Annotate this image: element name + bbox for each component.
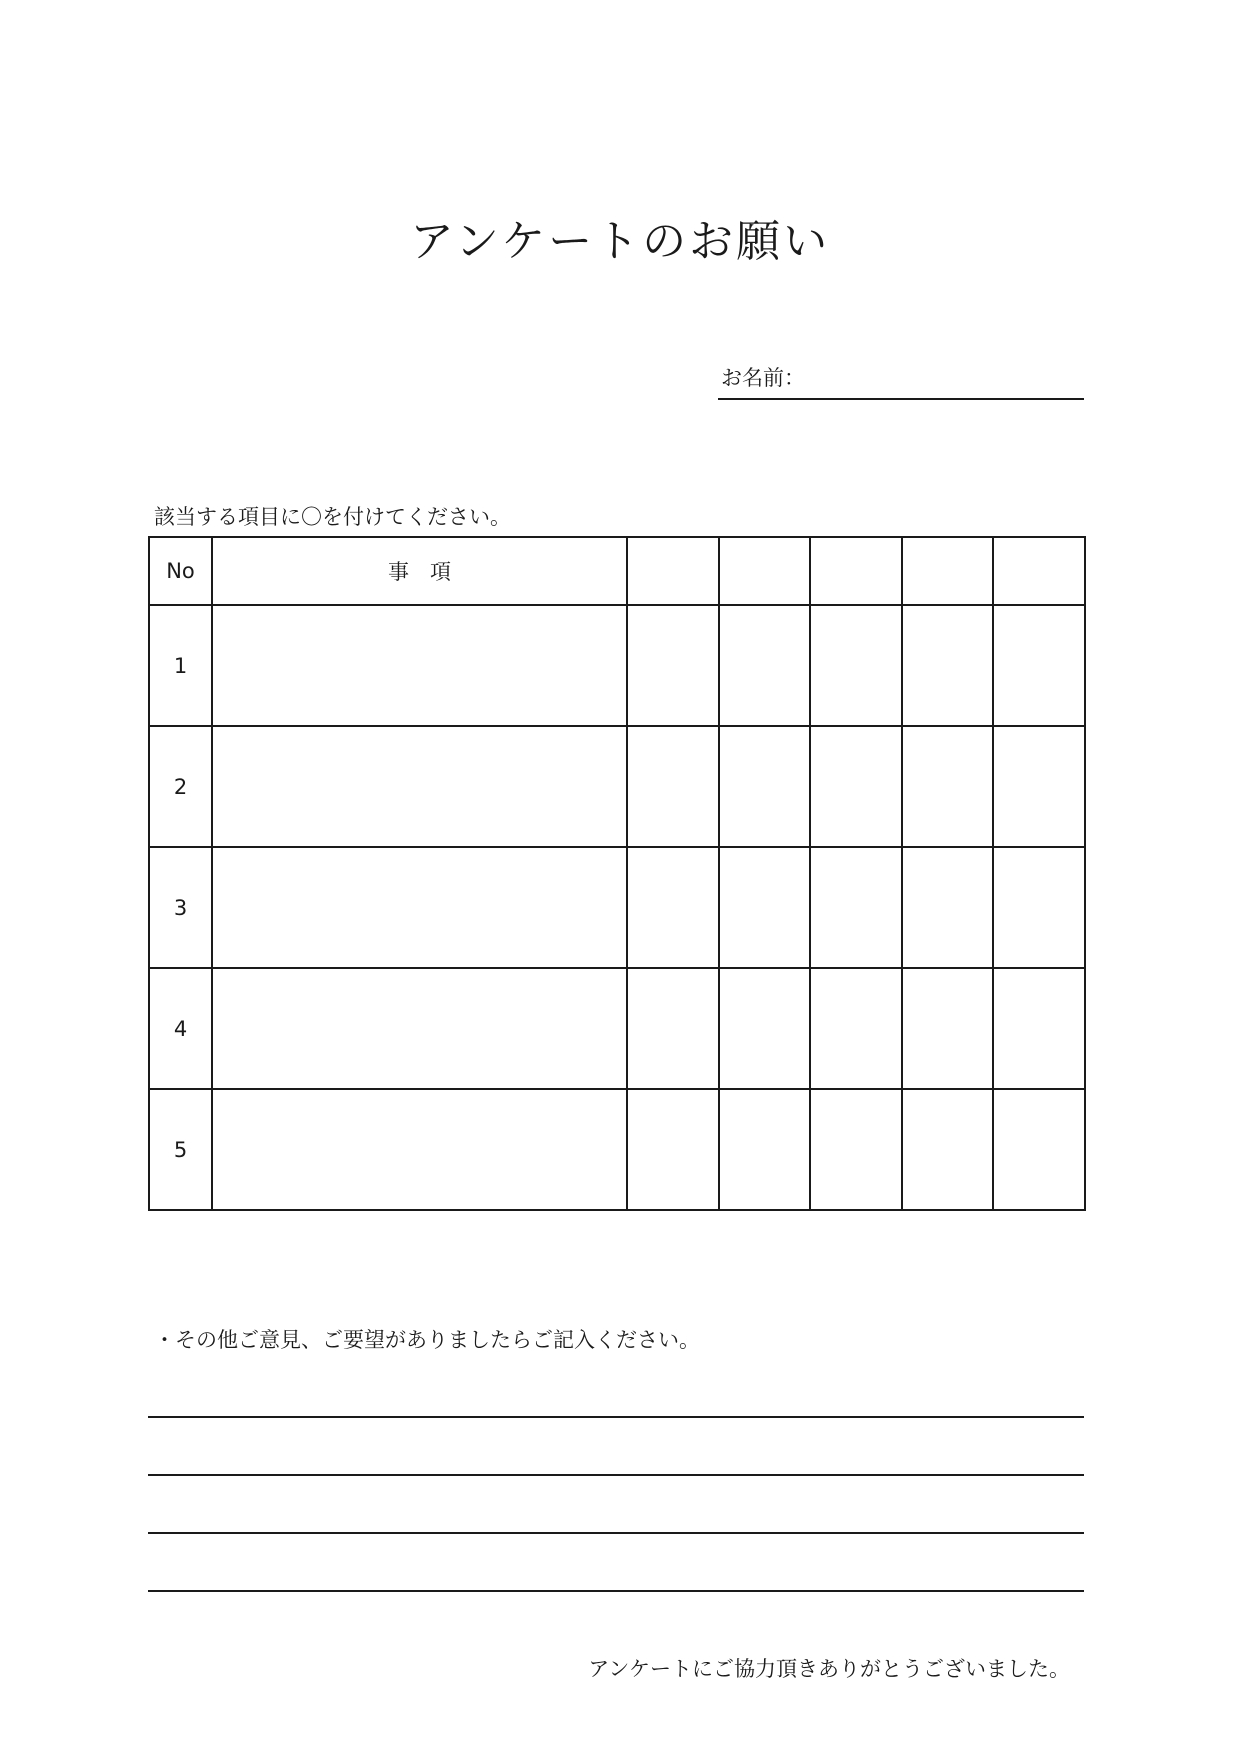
check-cell[interactable] (810, 726, 902, 847)
header-item: 事 項 (212, 537, 627, 605)
page-title: アンケートのお願い (409, 216, 831, 267)
item-cell[interactable] (212, 726, 627, 847)
check-cell[interactable] (719, 605, 811, 726)
check-cell[interactable] (993, 968, 1085, 1089)
comment-line[interactable] (148, 1474, 1084, 1476)
header-no: No (149, 537, 212, 605)
check-cell[interactable] (902, 726, 994, 847)
check-cell[interactable] (810, 605, 902, 726)
check-cell[interactable] (627, 968, 719, 1089)
table-row (149, 968, 1085, 1089)
check-cell[interactable] (902, 605, 994, 726)
check-cell[interactable] (719, 847, 811, 968)
check-cell[interactable] (627, 847, 719, 968)
survey-table (148, 536, 1086, 1211)
row-number: 4 (149, 968, 212, 1089)
check-cell[interactable] (993, 847, 1085, 968)
check-cell[interactable] (719, 968, 811, 1089)
check-cell[interactable] (902, 847, 994, 968)
comments-label: ・その他ご意見、ご要望がありましたらご記入ください。 (154, 1328, 700, 1352)
table-row (149, 1089, 1085, 1210)
header-check-4 (902, 537, 994, 605)
name-field[interactable] (718, 360, 1084, 400)
check-cell[interactable] (627, 726, 719, 847)
header-check-2 (719, 537, 811, 605)
check-cell[interactable] (810, 847, 902, 968)
check-cell[interactable] (993, 1089, 1085, 1210)
check-cell[interactable] (719, 1089, 811, 1210)
thanks-message: アンケートにご協力頂きありがとうございました。 (588, 1657, 1070, 1681)
check-cell[interactable] (993, 605, 1085, 726)
check-cell[interactable] (810, 1089, 902, 1210)
row-number: 3 (149, 847, 212, 968)
header-check-1 (627, 537, 719, 605)
check-cell[interactable] (993, 726, 1085, 847)
row-number: 5 (149, 1089, 212, 1210)
comment-line[interactable] (148, 1590, 1084, 1592)
table-row (149, 726, 1085, 847)
table-row (149, 605, 1085, 726)
check-cell[interactable] (902, 968, 994, 1089)
table-row (149, 847, 1085, 968)
check-cell[interactable] (902, 1089, 994, 1210)
header-check-3 (810, 537, 902, 605)
row-number: 2 (149, 726, 212, 847)
check-cell[interactable] (719, 726, 811, 847)
table-header-row (149, 537, 1085, 605)
comment-line[interactable] (148, 1532, 1084, 1534)
name-label: お名前： (721, 366, 805, 390)
item-cell[interactable] (212, 847, 627, 968)
instruction-text: 該当する項目に〇を付けてください。 (154, 505, 511, 529)
item-cell[interactable] (212, 1089, 627, 1210)
item-cell[interactable] (212, 605, 627, 726)
comment-line[interactable] (148, 1416, 1084, 1418)
row-number: 1 (149, 605, 212, 726)
check-cell[interactable] (627, 605, 719, 726)
header-check-5 (993, 537, 1085, 605)
item-cell[interactable] (212, 968, 627, 1089)
check-cell[interactable] (627, 1089, 719, 1210)
check-cell[interactable] (810, 968, 902, 1089)
